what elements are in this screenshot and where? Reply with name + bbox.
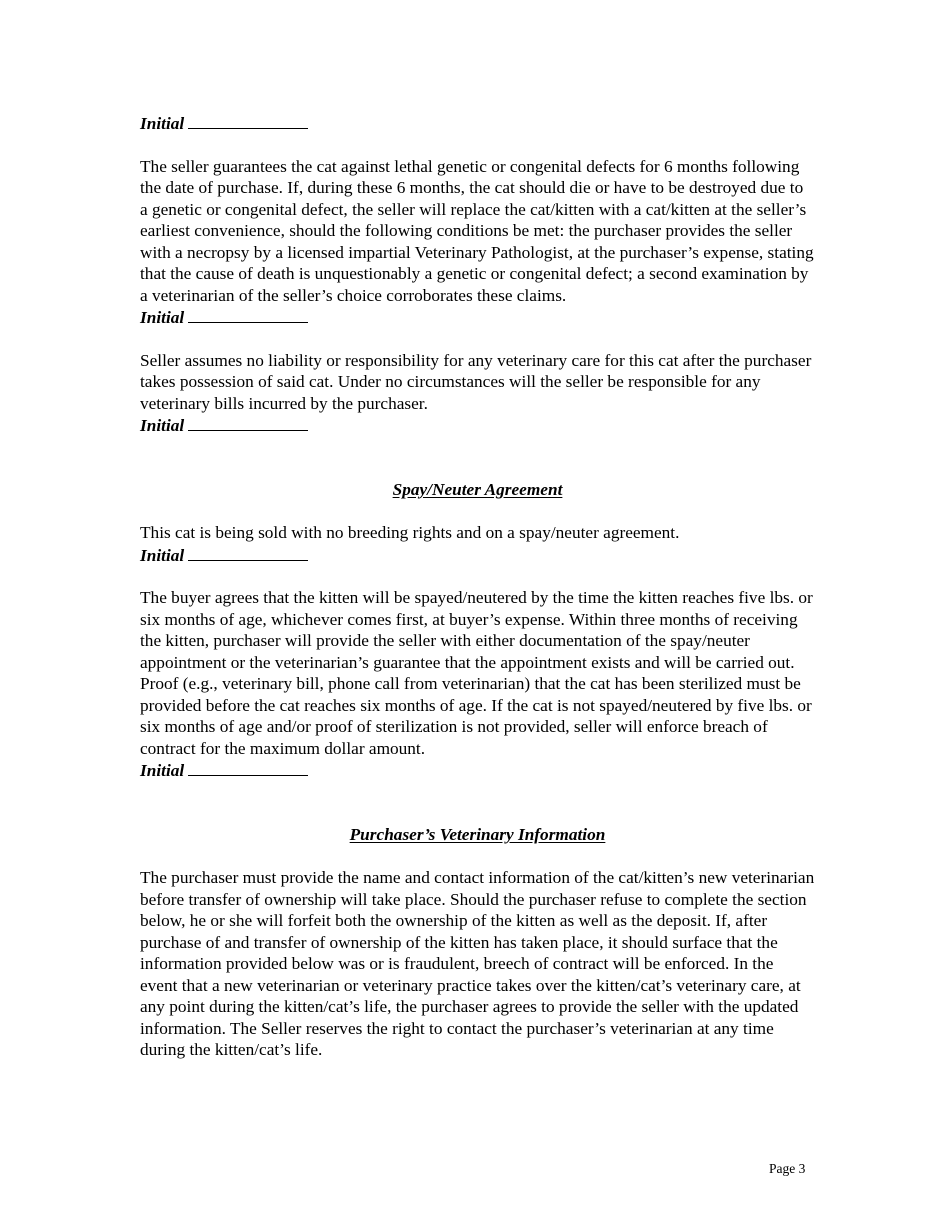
- initial-line-3[interactable]: [140, 414, 815, 436]
- guarantee-paragraph: The seller guarantees the cat against lethal genetic or congenital defects for 6 months following the date of purchase. If, during these 6 months, the cat should die or have to be destroyed due to a genetic or congenital defect, the seller will replace the cat/kitten with a cat/kitten at the seller’s earliest convenience, should the following conditions be met: the purchaser provides the seller with a necropsy by a licensed impartial Veterinary Pathologist, at the purchaser’s expense, stating that the cause of death is unquestionably a genetic or congenital defect; a second examination by a veterinarian of the seller’s choice corroborates these claims.: [140, 156, 814, 305]
- spay-neuter-heading: Spay/Neuter Agreement: [392, 480, 563, 499]
- spay-intro-paragraph: This cat is being sold with no breeding rights and on a spay/neuter agreement.: [140, 523, 680, 542]
- initial-line-1[interactable]: [140, 112, 815, 134]
- liability-paragraph: Seller assumes no liability or responsibility for any veterinary care for this cat after the purchaser takes possession of said cat. Under no circumstances will the seller be responsible for any veterinary bills incurred by the purchaser.: [140, 350, 812, 413]
- initial-line-2[interactable]: [140, 306, 815, 328]
- initial-line-4[interactable]: [140, 544, 815, 566]
- spay-terms-paragraph: The buyer agrees that the kitten will be spayed/neutered by the time the kitten reaches five lbs. or six months of age, whichever comes first, at buyer’s expense. Within three months of receiving the kitten, purchaser will provide the seller with either documentation of the spay/neuter appointment or the veterinarian’s guarantee that the appointment exists and will be carried out. Proof (e.g., veterinary bill, phone call from veterinarian) that the cat has been sterilized must be provided before the cat reaches six months of age. If the cat is not spayed/neutered by five lbs. or six months of age and/or proof of sterilization is not provided, seller will enforce breach of contract for the maximum dollar amount.: [140, 588, 813, 758]
- initial-blank[interactable]: [188, 414, 308, 431]
- page-number: Page 3: [769, 1161, 806, 1176]
- initial-blank[interactable]: [188, 759, 308, 776]
- vet-info-heading: Purchaser’s Veterinary Information: [349, 825, 606, 844]
- initial-blank[interactable]: [188, 544, 308, 561]
- initial-label: Initial: [140, 761, 185, 780]
- initial-label: Initial: [140, 308, 185, 327]
- initial-line-5[interactable]: [140, 759, 815, 781]
- initial-label: Initial: [140, 114, 185, 133]
- initial-blank[interactable]: [188, 306, 308, 323]
- document-page: [140, 112, 815, 1061]
- initial-blank[interactable]: [188, 112, 308, 129]
- initial-label: Initial: [140, 545, 185, 565]
- vet-info-paragraph: The purchaser must provide the name and contact information of the cat/kitten’s new veterinarian before transfer of ownership will take place. Should the purchaser refuse to complete the section below, he or she will forfeit both the ownership of the kitten as well as the deposit. If, after purchase of and transfer of ownership of the kitten has taken place, it should surface that the information provided below was or is fraudulent, breech of contract will be enforced. In the event that a new veterinarian or veterinary practice takes over the kitten/cat’s veterinary care, at any point during the kitten/cat’s life, the purchaser agrees to provide the seller with the updated information. The Seller reserves the right to contact the purchaser’s veterinarian at any time during the kitten/cat’s life.: [140, 868, 815, 1059]
- initial-label: Initial: [140, 416, 185, 435]
